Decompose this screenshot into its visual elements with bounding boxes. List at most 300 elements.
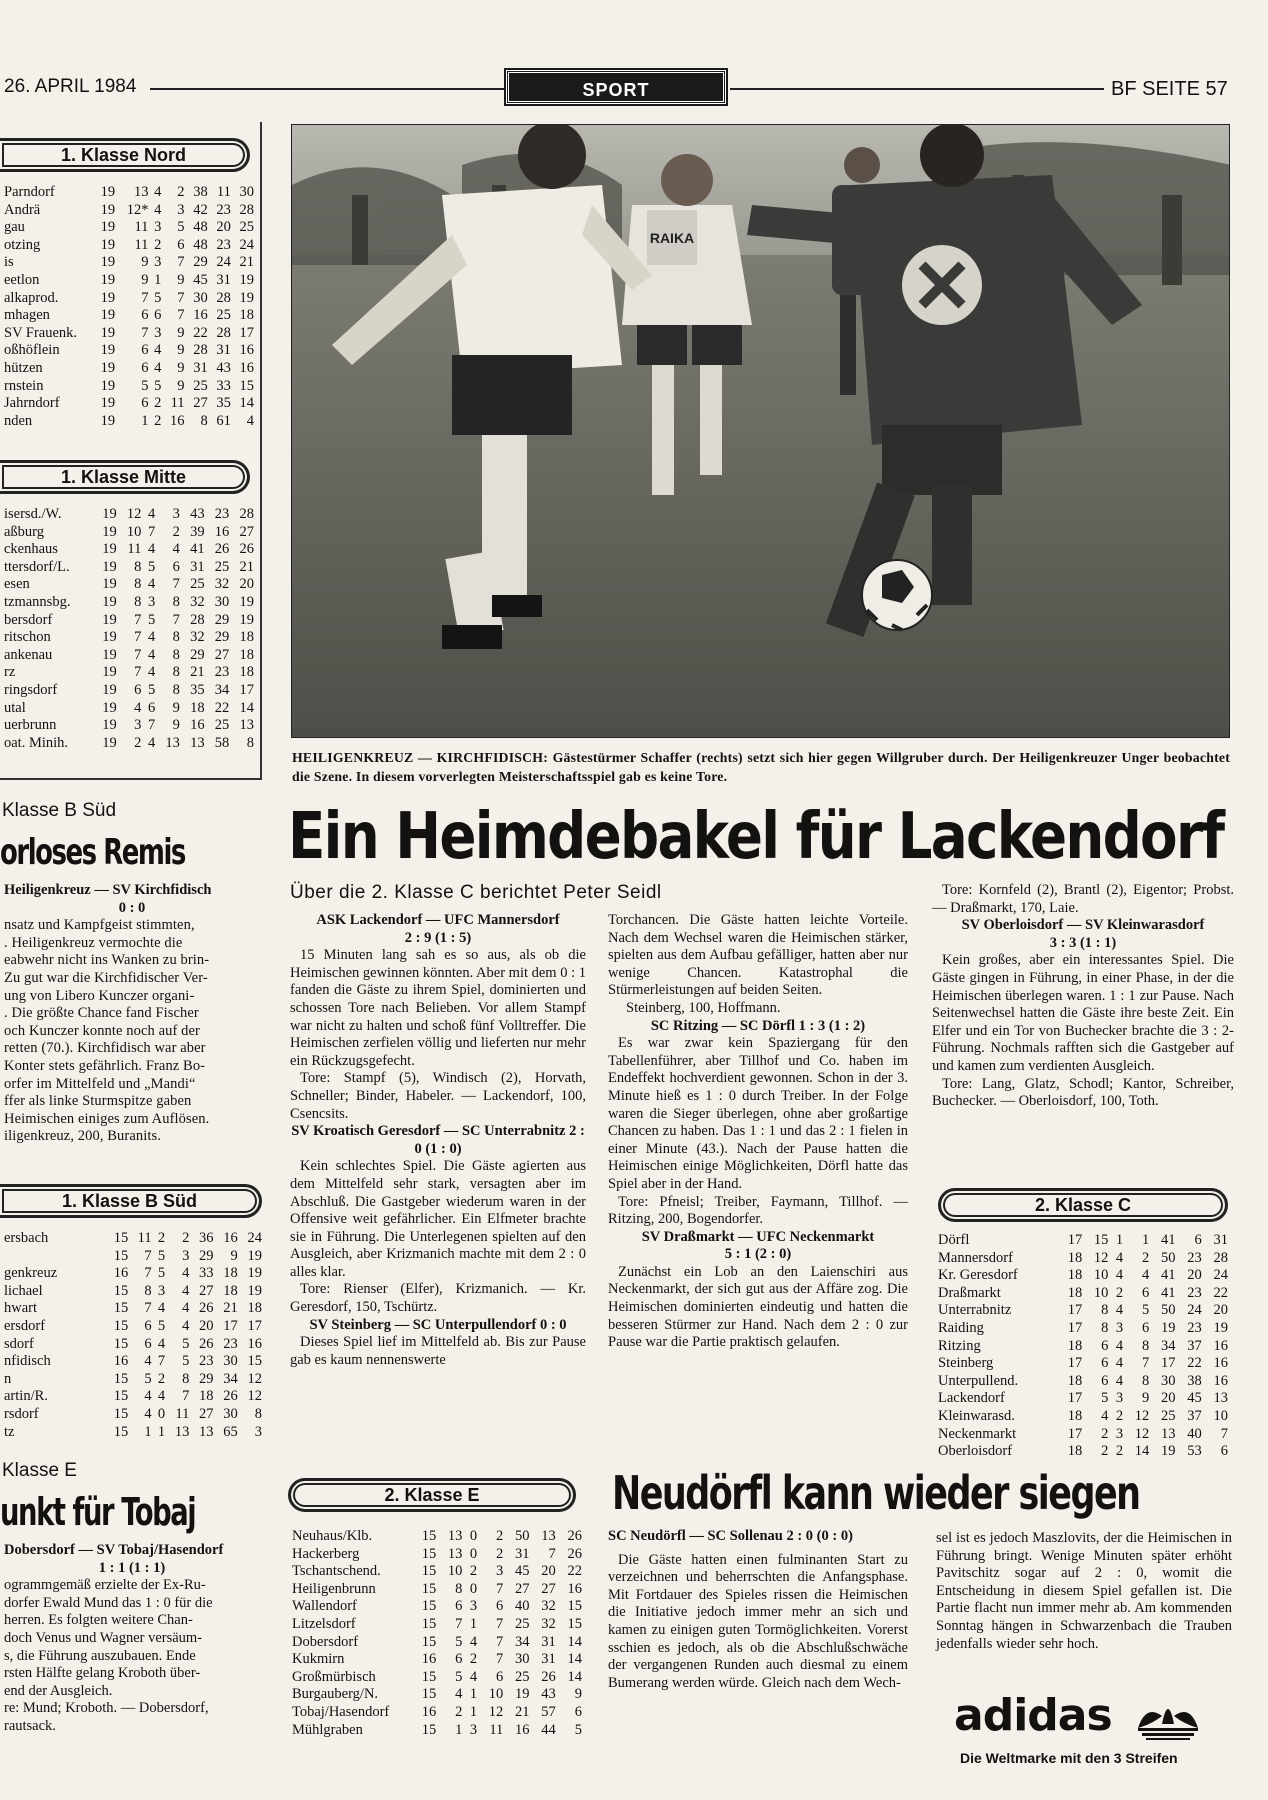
team-name: Unterpullend.: [938, 1372, 1019, 1389]
photo-caption: HEILIGENKREUZ — KIRCHFIDISCH: Gästestürmer Schaffer (rechts) setzt sich hier gegen Willgruber durch. Der Heiligenkreuzer Unger beobachtet die Szene. In diesem vorverlegten Meisterschaftsspiel gab es keine Tore.: [292, 750, 1230, 784]
stat-cell: 9: [172, 699, 180, 716]
stat-cell: 20: [239, 576, 254, 593]
standings-table-klasse-e: [292, 1528, 582, 1739]
match-heading: SC Ritzing — SC Dörfl 1 : 3 (1 : 2): [650, 1017, 866, 1034]
stat-cell: 38: [1187, 1372, 1202, 1389]
stat-cell: 19: [102, 506, 117, 522]
table-row: [4, 594, 254, 612]
stat-cell: 45: [193, 271, 208, 288]
paragraph: Zunächst ein Lob an den Laienschiri aus Neckenmarkt, der sich gut aus der Affäre zog. Die Heimischen dominierten eindeutig und hatten die besseren Stürmer zur Hand. Nach dem 2 : 0 zur Pause war die Partie praktisch gelaufen.: [608, 1263, 908, 1351]
stat-cell: 19: [100, 201, 116, 218]
stat-cell: 8: [455, 1580, 463, 1597]
stat-cell: 44: [541, 1721, 556, 1738]
stat-cell: 19: [102, 576, 117, 593]
table-row: [4, 254, 254, 272]
stat-cell: 26: [214, 541, 230, 558]
stat-cell: 9: [177, 342, 185, 359]
stat-cell: 3: [1115, 1319, 1124, 1336]
stat-cell: 23: [223, 1335, 238, 1352]
team-name: ttersdorf/L.: [4, 558, 70, 575]
team-name: ersdorf: [4, 1317, 46, 1334]
team-name: tz: [4, 1423, 15, 1440]
stat-cell: 8: [134, 558, 142, 575]
team-name: Wallendorf: [292, 1598, 357, 1615]
stat-cell: 31: [216, 271, 231, 288]
stat-cell: 30: [193, 289, 208, 306]
stat-cell: 15: [113, 1335, 129, 1352]
team-name: artin/R.: [4, 1388, 48, 1405]
stat-cell: 11: [170, 395, 185, 412]
stat-cell: 4: [1115, 1355, 1124, 1372]
stat-cell: 24: [239, 236, 254, 253]
stat-cell: 5: [455, 1668, 463, 1685]
stat-cell: 2: [157, 1230, 166, 1246]
stat-cell: 3: [147, 593, 156, 610]
stat-cell: 4: [1115, 1249, 1124, 1266]
article-text: [4, 1577, 260, 1735]
stat-cell: 19: [515, 1686, 530, 1703]
stat-cell: 37: [1187, 1337, 1202, 1354]
stat-cell: 21: [223, 1300, 238, 1317]
table-row: [4, 524, 254, 542]
stat-cell: 12*: [126, 201, 149, 218]
stat-cell: 10: [126, 523, 142, 540]
team-name: alkaprod.: [4, 289, 59, 306]
stat-cell: 21: [515, 1703, 530, 1720]
stat-cell: 26: [541, 1668, 556, 1685]
article-kicker-bsued: Klasse B Süd: [2, 800, 117, 821]
stat-cell: 12: [126, 506, 142, 522]
stat-cell: 17: [1161, 1355, 1176, 1372]
stat-cell: 19: [239, 593, 254, 610]
table-row: [4, 202, 254, 220]
stat-cell: 33: [216, 377, 231, 394]
stat-cell: 4: [154, 184, 162, 200]
text-line: Heimischen einiges zum Auflösen.: [4, 1110, 210, 1127]
stat-cell: 24: [1213, 1267, 1228, 1284]
stat-cell: 6: [144, 1335, 152, 1352]
team-name: rz: [4, 664, 16, 681]
stat-cell: 6: [144, 1317, 152, 1334]
team-name: Unterrabnitz: [938, 1302, 1012, 1319]
table-row: [4, 559, 254, 577]
stat-cell: 8: [246, 734, 254, 751]
stat-cell: 37: [1187, 1407, 1202, 1424]
text-line: nsatz und Kampfgeist stimmten,: [4, 917, 195, 934]
stat-cell: 27: [193, 395, 208, 412]
stat-cell: 20: [216, 219, 231, 236]
stat-cell: 19: [100, 324, 116, 341]
stat-cell: 5: [1142, 1302, 1150, 1319]
table-row: [4, 237, 254, 255]
stat-cell: 3: [254, 1423, 262, 1440]
table-row: [292, 1722, 582, 1740]
stat-cell: 57: [541, 1703, 556, 1720]
match-heading: SV Draßmarkt — UFC Neckenmarkt: [641, 1228, 875, 1245]
paragraph: Tore: Rienser (Elfer), Krizmanich. — Kr. Geresdorf, 150, Tschürtz.: [290, 1281, 586, 1316]
team-name: Burgauberg/N.: [292, 1686, 379, 1703]
stat-cell: 9: [177, 377, 185, 394]
match-score: 0 : 0: [118, 899, 146, 916]
stat-cell: 18: [223, 1282, 238, 1299]
stat-cell: 16: [190, 717, 205, 734]
paragraph: Tore: Stampf (5), Windisch (2), Horvath, Schneller; Binder, Habeler. — Lackendorf, 100, Csencsits.: [290, 1070, 586, 1122]
stat-cell: 1: [455, 1721, 463, 1738]
table-row: [4, 1248, 262, 1266]
table-row: [938, 1232, 1228, 1250]
stat-cell: 18: [247, 1300, 262, 1317]
stat-cell: 17: [1067, 1425, 1083, 1442]
stat-cell: 19: [102, 593, 117, 610]
text-line: s, die Führung auszubauen. Ende: [4, 1647, 196, 1664]
stat-cell: 2: [1115, 1443, 1124, 1460]
stat-cell: 3: [154, 324, 162, 341]
stat-cell: 7: [177, 307, 185, 324]
text-line: . Heiligenkreuz vermochte die: [4, 934, 183, 951]
stat-cell: 19: [247, 1247, 262, 1264]
table-row: [4, 664, 254, 682]
table-row: [4, 360, 254, 378]
stat-cell: 24: [1187, 1302, 1202, 1319]
stat-cell: 30: [239, 184, 254, 200]
stat-cell: 3: [1115, 1425, 1124, 1442]
stat-cell: 53: [1187, 1443, 1202, 1460]
stat-cell: 15: [567, 1598, 582, 1615]
stat-cell: 16: [223, 1230, 238, 1246]
section-label: SPORT: [506, 70, 726, 104]
stat-cell: 6: [154, 307, 162, 324]
stat-cell: 8: [254, 1405, 262, 1422]
stat-cell: 9: [172, 717, 180, 734]
shirt-sponsor: RAIKA: [649, 230, 695, 246]
standings-table-nord: [4, 184, 254, 430]
stat-cell: 1: [469, 1703, 478, 1720]
stat-cell: 7: [147, 717, 156, 734]
stat-cell: 19: [100, 289, 116, 306]
stat-cell: 18: [1067, 1249, 1083, 1266]
stat-cell: 3: [182, 1247, 190, 1264]
match-score: 2 : 9 (1 : 5): [404, 929, 472, 946]
stat-cell: 4: [182, 1265, 190, 1282]
stat-cell: 41: [1161, 1284, 1176, 1301]
stat-cell: 16: [193, 307, 208, 324]
team-name: gau: [4, 219, 25, 236]
stat-cell: 7: [134, 664, 142, 681]
stat-cell: 20: [541, 1563, 556, 1580]
stat-cell: 6: [177, 236, 185, 253]
table-row: [938, 1390, 1228, 1408]
stat-cell: 32: [214, 576, 230, 593]
table-row: [4, 413, 254, 431]
stat-cell: 8: [1101, 1319, 1109, 1336]
stat-cell: 18: [199, 1388, 214, 1405]
stat-cell: 4: [147, 541, 156, 558]
stat-cell: 1: [469, 1686, 478, 1703]
stat-cell: 8: [172, 593, 180, 610]
stat-cell: 18: [223, 1265, 238, 1282]
team-name: Raiding: [938, 1319, 984, 1336]
stat-cell: 6: [141, 359, 149, 376]
table-row: [4, 1371, 262, 1389]
stat-cell: 15: [113, 1300, 129, 1317]
stat-cell: 19: [100, 359, 116, 376]
stat-cell: 6: [1220, 1443, 1228, 1460]
team-name: aßburg: [4, 523, 45, 540]
stat-cell: 5: [147, 558, 156, 575]
stat-cell: 7: [548, 1545, 556, 1562]
paragraph: Torchancen. Die Gäste hatten leichte Vorteile. Nach dem Wechsel waren die Heimischen stärker, spielten aus dem Aufbau gefälliger, hatten aber nur wenige Chancen. Katastrophal die Stürmerleistungen auf beiden Seiten.: [608, 912, 908, 999]
stat-cell: 3: [134, 717, 142, 734]
table-row: [4, 647, 254, 665]
stat-cell: 4: [147, 576, 156, 593]
table-row: [4, 506, 254, 524]
stat-cell: 58: [214, 734, 230, 751]
stat-cell: 0: [469, 1545, 478, 1562]
stat-cell: 15: [421, 1598, 437, 1615]
main-article-column-3: [932, 882, 1234, 1111]
stat-cell: 39: [190, 523, 205, 540]
table-row: [292, 1563, 582, 1581]
stat-cell: 12: [1093, 1249, 1109, 1266]
stat-cell: 0: [157, 1405, 166, 1422]
table-row: [4, 290, 254, 308]
stat-cell: 6: [455, 1598, 463, 1615]
stat-cell: 25: [1161, 1407, 1176, 1424]
stat-cell: 6: [1101, 1355, 1109, 1372]
stat-cell: 13: [165, 734, 180, 751]
stat-cell: 3: [469, 1598, 478, 1615]
article-body-bsued: [4, 882, 260, 1146]
stat-cell: 19: [100, 395, 116, 412]
stat-cell: 8: [134, 576, 142, 593]
team-name: Dobersdorf: [292, 1633, 359, 1650]
stat-cell: 29: [214, 611, 230, 628]
team-name: Dörfl: [938, 1232, 970, 1248]
paragraph: Es war zwar kein Spaziergang für den Tabellenführer, aber Tillhof und Co. haben im Endeffekt hochverdient gewonnen. Schon in der 3. Minute hieß es 1 : 0 durch Treiber. In der Folge waren die Sieger überlegen, ohne aber großartige Chancen zu haben. Das 1 : 1 und das 2 : 1 fielen in einer Minute (43.). Nach der Pause hatten die Heimischen einige Möglichkeiten, Dörfl hatte das Spiel aber in der Hand.: [608, 1035, 908, 1192]
table-row: [4, 325, 254, 343]
stat-cell: 23: [1187, 1284, 1202, 1301]
text-line: Konter stets gefährlich. Franz Bo-: [4, 1057, 206, 1074]
stat-cell: 8: [172, 681, 180, 698]
stat-cell: 4: [172, 541, 180, 558]
stat-cell: 45: [515, 1563, 530, 1580]
stat-cell: 16: [239, 342, 254, 359]
table-row: [4, 1283, 262, 1301]
match-heading: Dobersdorf — SV Tobaj/Hasendorf: [4, 1542, 224, 1558]
stat-cell: 20: [1161, 1390, 1176, 1407]
team-name: Parndorf: [4, 184, 55, 200]
team-name: ersbach: [4, 1230, 49, 1246]
stat-cell: 11: [127, 541, 142, 558]
stat-cell: 15: [113, 1282, 129, 1299]
stat-cell: 40: [515, 1598, 530, 1615]
match-photo: [291, 124, 1230, 738]
stat-cell: 27: [239, 523, 254, 540]
main-headline: Ein Heimdebakel für Lackendorf: [288, 800, 1224, 874]
stat-cell: 4: [157, 1300, 166, 1317]
stat-cell: 10: [1093, 1284, 1109, 1301]
stat-cell: 5: [182, 1335, 190, 1352]
stat-cell: 4: [147, 506, 156, 522]
table-row: [4, 307, 254, 325]
stat-cell: 25: [515, 1615, 530, 1632]
stat-cell: 4: [147, 664, 156, 681]
header-rule-left: [150, 88, 504, 90]
stat-cell: 22: [1187, 1355, 1202, 1372]
text-line: ffer als linke Sturmspitze gaben: [4, 1093, 192, 1110]
table-row: [4, 612, 254, 630]
stat-cell: 23: [1187, 1319, 1202, 1336]
standings-table-bsued: [4, 1230, 262, 1441]
stat-cell: 12: [247, 1370, 262, 1387]
stat-cell: 31: [541, 1651, 556, 1668]
stat-cell: 16: [515, 1721, 530, 1738]
neudoerfl-column-1: [608, 1528, 908, 1692]
stat-cell: 18: [1067, 1284, 1083, 1301]
stat-cell: 18: [239, 664, 254, 681]
table-row: [938, 1338, 1228, 1356]
table-row: [292, 1528, 582, 1546]
match-score: 5 : 1 (2 : 0): [724, 1246, 792, 1263]
team-name: Steinberg: [938, 1355, 994, 1372]
stat-cell: 29: [214, 629, 230, 646]
stat-cell: 5: [157, 1265, 166, 1282]
football-icon: [862, 560, 932, 630]
stat-cell: 0: [469, 1580, 478, 1597]
stat-cell: 9: [1142, 1390, 1150, 1407]
team-name: Andrä: [4, 201, 41, 218]
stat-cell: 16: [1213, 1337, 1228, 1354]
stat-cell: 43: [541, 1686, 556, 1703]
stat-cell: 1: [141, 412, 149, 429]
stat-cell: 7: [496, 1615, 504, 1632]
stat-cell: 11: [134, 236, 149, 253]
page-number: BF SEITE 57: [1111, 78, 1228, 100]
stat-cell: 6: [574, 1703, 582, 1720]
stat-cell: 29: [190, 646, 205, 663]
stat-cell: 2: [154, 412, 162, 429]
stat-cell: 17: [1067, 1319, 1083, 1336]
stat-cell: 15: [113, 1423, 129, 1440]
stat-cell: 26: [239, 541, 254, 558]
table-row: [4, 576, 254, 594]
stat-cell: 25: [214, 717, 230, 734]
stat-cell: 15: [421, 1563, 437, 1580]
stat-cell: 19: [239, 271, 254, 288]
main-article-column-1: [290, 912, 586, 1369]
stat-cell: 22: [193, 324, 208, 341]
stat-cell: 19: [102, 629, 117, 646]
stat-cell: 15: [421, 1668, 437, 1685]
stat-cell: 7: [177, 289, 185, 306]
stat-cell: 45: [1187, 1390, 1202, 1407]
stat-cell: 2: [177, 184, 185, 200]
stat-cell: 6: [496, 1668, 504, 1685]
table-row: [292, 1616, 582, 1634]
left-column-divider: [260, 122, 262, 780]
standings-table-mitte: [4, 506, 254, 752]
stat-cell: 13: [199, 1423, 214, 1440]
stat-cell: 19: [102, 717, 117, 734]
stat-cell: 4: [157, 1388, 166, 1405]
stat-cell: 25: [193, 377, 208, 394]
stat-cell: 4: [154, 342, 162, 359]
stat-cell: 21: [239, 558, 254, 575]
match-heading: Heiligenkreuz — SV Kirchfidisch: [4, 882, 212, 898]
stat-cell: 10: [1093, 1267, 1109, 1284]
table-row: [292, 1651, 582, 1669]
stat-cell: 19: [102, 699, 117, 716]
stat-cell: 17: [223, 1317, 238, 1334]
stat-cell: 17: [247, 1317, 262, 1334]
table-row: [4, 1230, 262, 1248]
stat-cell: 4: [469, 1668, 478, 1685]
stat-cell: 3: [496, 1563, 504, 1580]
stat-cell: 15: [421, 1615, 437, 1632]
stat-cell: 28: [239, 506, 254, 522]
adidas-trefoil-icon: [1132, 1694, 1204, 1740]
stat-cell: 7: [1220, 1425, 1228, 1442]
stat-cell: 17: [1067, 1355, 1083, 1372]
stat-cell: 6: [1101, 1337, 1109, 1354]
stat-cell: 13: [174, 1423, 190, 1440]
team-name: [4, 1248, 104, 1266]
stat-cell: 4: [182, 1300, 190, 1317]
stat-cell: 17: [239, 681, 254, 698]
stat-cell: 1: [157, 1423, 166, 1440]
table-row: [292, 1546, 582, 1564]
stat-cell: 31: [1213, 1232, 1228, 1248]
stat-cell: 7: [177, 254, 185, 271]
table-row: [4, 541, 254, 559]
text-line: eabwehr nicht ins Wanken zu brin-: [4, 952, 210, 969]
stat-cell: 2: [496, 1545, 504, 1562]
stat-cell: 4: [469, 1633, 478, 1650]
text-line: dorfer Ewald Mund das 1 : 0 für die: [4, 1594, 213, 1611]
paragraph: Tore: Pfneisl; Treiber, Faymann, Tillhof. — Ritzing, 200, Bogendorfer.: [608, 1193, 908, 1228]
table-row: [938, 1320, 1228, 1338]
team-name: nfidisch: [4, 1353, 51, 1370]
stat-cell: 6: [1194, 1232, 1202, 1248]
stat-cell: 3: [157, 1282, 166, 1299]
stat-cell: 13: [133, 184, 149, 200]
team-name: genkreuz: [4, 1265, 58, 1282]
stat-cell: 7: [182, 1388, 190, 1405]
stat-cell: 26: [199, 1335, 214, 1352]
table-row: [292, 1686, 582, 1704]
stat-cell: 4: [455, 1686, 463, 1703]
stat-cell: 32: [541, 1615, 556, 1632]
stat-cell: 8: [1101, 1302, 1109, 1319]
stat-cell: 1: [469, 1615, 478, 1632]
text-line: doch Venus und Wagner versäum-: [4, 1629, 203, 1646]
stat-cell: 34: [1161, 1337, 1176, 1354]
stat-cell: 15: [421, 1633, 437, 1650]
stat-cell: 7: [157, 1353, 166, 1370]
stat-cell: 2: [134, 734, 142, 751]
stat-cell: 19: [100, 236, 116, 253]
stat-cell: 43: [216, 359, 231, 376]
stat-cell: 7: [141, 324, 149, 341]
stat-cell: 31: [193, 359, 208, 376]
stat-cell: 14: [567, 1651, 582, 1668]
stat-cell: 6: [141, 395, 149, 412]
stat-cell: 19: [100, 412, 116, 429]
stat-cell: 19: [102, 681, 117, 698]
text-line: rsten Hälfte gelang Kroboth über-: [4, 1665, 201, 1682]
stat-cell: 8: [144, 1282, 152, 1299]
stat-cell: 4: [147, 629, 156, 646]
